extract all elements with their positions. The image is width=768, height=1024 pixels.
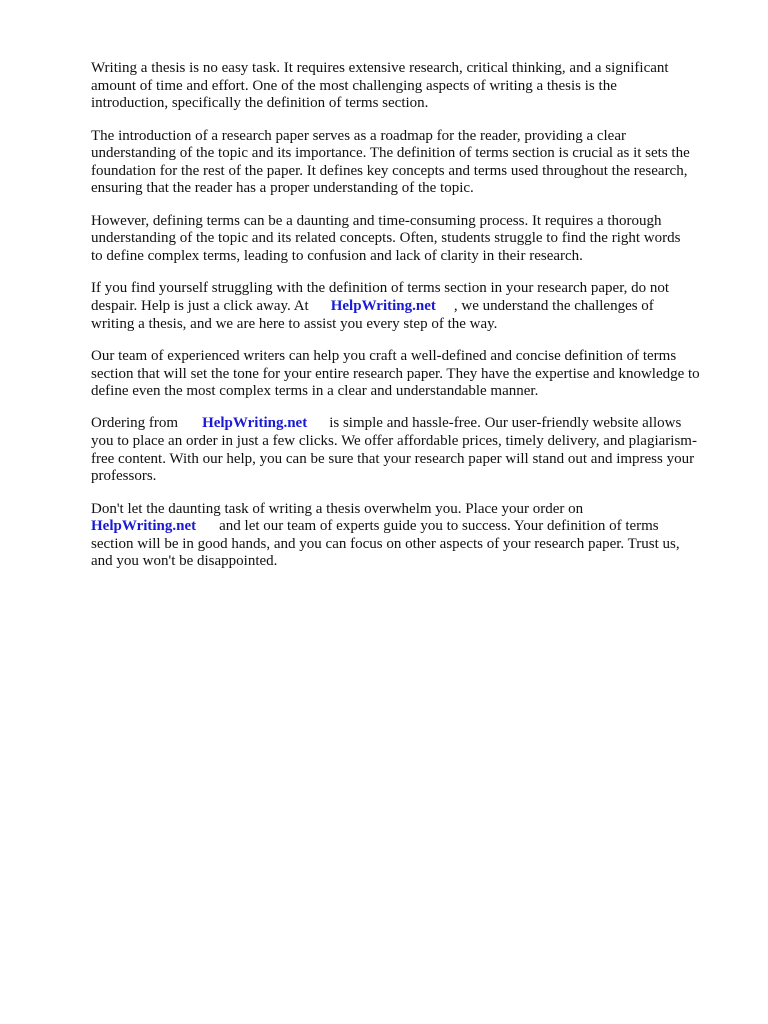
helpwriting-link[interactable]: HelpWriting.net (91, 518, 197, 535)
text-line: understanding of the topic and its related concepts. Often, students struggle to find the right words (91, 230, 681, 247)
text-line: professors. (91, 468, 157, 485)
text-line: Our team of experienced writers can help you craft a well-defined and concise definition of terms (91, 347, 677, 364)
text-line-with-link (91, 298, 727, 316)
text-fragment: and let our team of experts guide you to success. Your definition of terms (219, 518, 659, 535)
paragraph-team (91, 348, 727, 401)
paragraph-closing (91, 501, 727, 571)
text-fragment: is simple and hassle-free. Our user-friendly website allows (329, 415, 682, 432)
text-line: The introduction of a research paper serves as a roadmap for the reader, providing a clear (91, 127, 626, 144)
text-line: ensuring that the reader has a proper understanding of the topic. (91, 180, 474, 197)
text-line: However, defining terms can be a daunting and time-consuming process. It requires a thorough (91, 212, 662, 229)
text-line: section will be in good hands, and you can focus on other aspects of your research paper. Trust us, (91, 535, 680, 552)
text-line: and you won't be disappointed. (91, 553, 278, 570)
text-fragment: despair. Help is just a click away. At (91, 297, 309, 314)
paragraph-help (91, 280, 727, 333)
text-line: introduction, specifically the definition of terms section. (91, 95, 429, 112)
text-line: writing a thesis, and we are here to assist you every step of the way. (91, 315, 498, 332)
helpwriting-link[interactable]: HelpWriting.net (202, 415, 308, 432)
text-line: to define complex terms, leading to confusion and lack of clarity in their research. (91, 247, 583, 264)
text-fragment: , we understand the challenges of (453, 297, 654, 314)
text-line-with-link (91, 518, 727, 536)
text-line: you to place an order in just a few clicks. We offer affordable prices, timely delivery, and plagiarism- (91, 433, 697, 450)
text-line: foundation for the rest of the paper. It defines key concepts and terms used throughout the research, (91, 162, 688, 179)
paragraph-ordering (91, 415, 727, 485)
text-line: If you find yourself struggling with the definition of terms section in your research paper, do not (91, 280, 670, 297)
helpwriting-link[interactable]: HelpWriting.net (330, 297, 436, 314)
paragraph-roadmap (91, 128, 727, 198)
text-line: Don't let the daunting task of writing a thesis overwhelm you. Place your order on (91, 500, 584, 517)
text-line: amount of time and effort. One of the most challenging aspects of writing a thesis is the (91, 77, 617, 94)
document-page (91, 60, 727, 586)
text-line: define even the most complex terms in a clear and understandable manner. (91, 383, 539, 400)
text-line: section that will set the tone for your entire research paper. They have the expertise and knowledge to (91, 365, 700, 382)
text-line: Writing a thesis is no easy task. It requires extensive research, critical thinking, and a significant (91, 60, 669, 76)
text-fragment: Ordering from (91, 415, 179, 432)
text-line: understanding of the topic and its importance. The definition of terms section is crucial as it sets the (91, 145, 690, 162)
text-line: free content. With our help, you can be sure that your research paper will stand out and impress your (91, 450, 695, 467)
paragraph-challenge (91, 213, 727, 266)
text-line-with-link (91, 415, 727, 433)
paragraph-intro (91, 60, 727, 113)
